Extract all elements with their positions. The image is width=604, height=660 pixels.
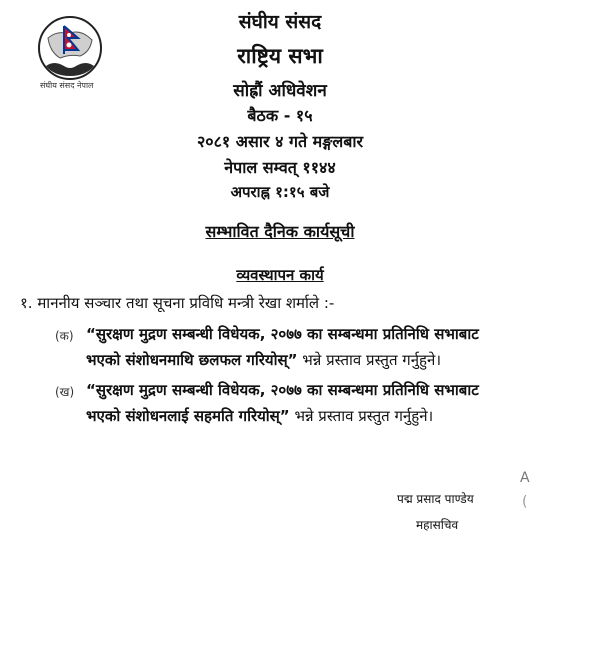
sub-item-b-line1: “सुरक्षण मुद्रण सम्बन्धी विधेयक, २०७७ का सम्बन्धमा प्रतिनिधि सभाबाट	[86, 381, 479, 399]
signatory-name: पद्म प्रसाद पाण्डेय	[397, 492, 474, 506]
sub-item-b-motion: भएको संशोधनलाई सहमति गरियोस्”	[86, 407, 290, 425]
margin-mark-a: A	[520, 470, 530, 486]
section-heading: व्यवस्थापन कार्य	[236, 266, 324, 284]
agenda-item-1: १. माननीय सञ्चार तथा सूचना प्रविधि मन्त्री रेखा शर्माले :-	[20, 294, 335, 312]
sub-item-a-motion: भएको संशोधनमाथि छलफल गरियोस्”	[86, 351, 298, 369]
margin-mark-b: (	[522, 494, 528, 510]
agenda-heading: सम्भावित दैनिक कार्यसूची	[205, 222, 355, 241]
sub-item-a-line2	[86, 350, 441, 370]
sub-item-b-line2	[86, 406, 433, 426]
sub-item-a-line1: “सुरक्षण मुद्रण सम्बन्धी विधेयक, २०७७ का सम्बन्धमा प्रतिनिधि सभाबाट	[86, 325, 479, 343]
emblem-caption: संघीय संसद नेपाल	[40, 81, 94, 90]
parliament-title: संघीय संसद	[238, 11, 322, 33]
sub-item-b-marker: (ख)	[55, 385, 75, 399]
sub-item-b-rest: भन्ने प्रस्ताव प्रस्तुत गर्नुहुने।	[289, 407, 434, 425]
meeting-number: बैठक - १५	[247, 106, 313, 125]
sub-item-a-marker: (क)	[55, 329, 74, 343]
session-title: सोह्रौं अधिवेशन	[233, 81, 327, 101]
nepal-sambat-date: नेपाल सम्वत् ११४४	[224, 158, 336, 177]
sub-item-a-rest: भन्ने प्रस्ताव प्रस्तुत गर्नुहुने।	[297, 351, 442, 369]
meeting-time: अपराह्न १:१५ बजे	[230, 183, 330, 201]
signatory-title: महासचिव	[416, 518, 459, 532]
meeting-date: २०८१ असार ४ गते मङ्गलबार	[196, 132, 364, 151]
assembly-title: राष्ट्रिय सभा	[237, 44, 323, 68]
